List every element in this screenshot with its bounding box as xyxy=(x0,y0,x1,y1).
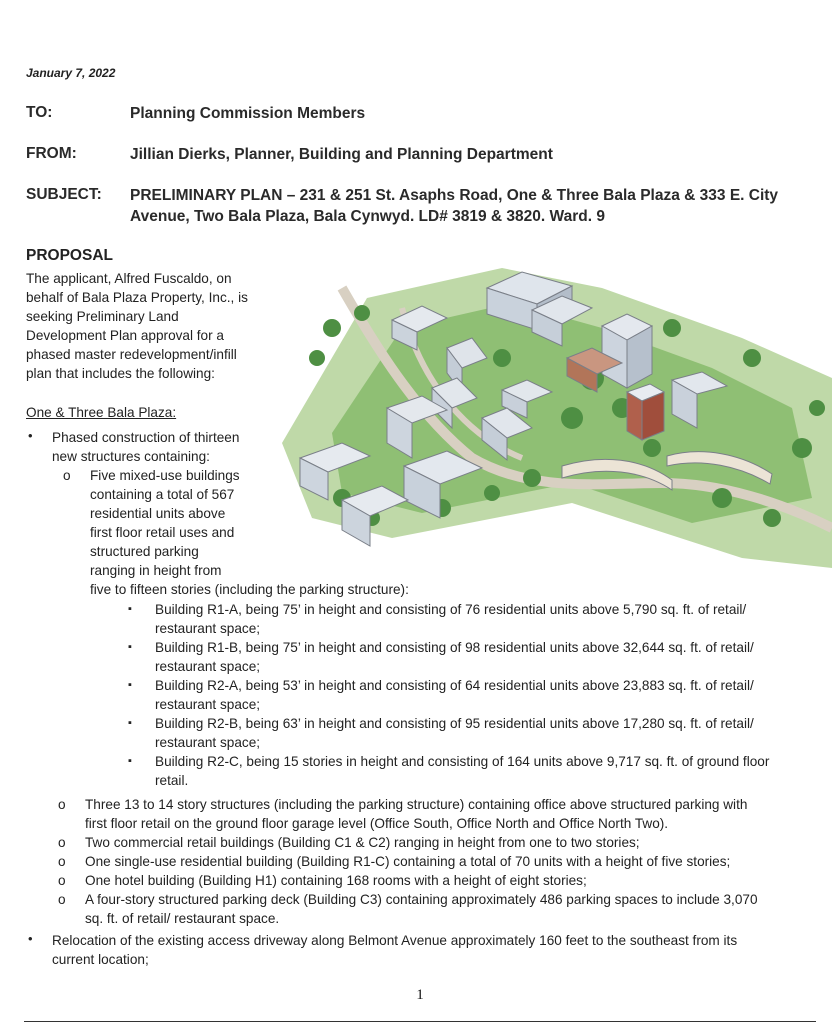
subject-label: SUBJECT: xyxy=(26,186,102,203)
building-item-r2a xyxy=(128,676,818,714)
intro-line: phased master redevelopment/infill xyxy=(26,347,237,362)
circle-marker: o xyxy=(63,468,71,483)
sub-line: Three 13 to 14 story structures (including the parking structure) containing office above structured parking with xyxy=(85,797,748,812)
sub-line: sq. ft. of retail/ restaurant space. xyxy=(85,911,280,926)
sub-line: ranging in height from xyxy=(90,563,222,578)
sub-line: first floor retail on the ground floor garage level (Office South, Office North and Office North Two). xyxy=(85,816,669,831)
from-label: FROM: xyxy=(26,145,77,162)
intro-line: seeking Preliminary Land xyxy=(26,309,179,324)
item-line: restaurant space; xyxy=(155,659,261,674)
bullet-line: new structures containing: xyxy=(52,449,210,464)
circle-marker: o xyxy=(58,835,66,850)
sub-line: One single-use residential building (Building R1-C) containing a total of 70 units with a height of five stories; xyxy=(85,854,731,869)
sub-line: Five mixed-use buildings xyxy=(90,468,240,483)
one-three-bala-plaza-heading: One & Three Bala Plaza: xyxy=(26,405,177,420)
memo-date: January 7, 2022 xyxy=(26,66,116,80)
bullet-line: Phased construction of thirteen xyxy=(52,430,240,445)
footer-divider xyxy=(24,1021,816,1022)
circle-marker: o xyxy=(58,892,66,907)
intro-line: The applicant, Alfred Fuscaldo, on xyxy=(26,271,232,286)
square-marker: ▪ xyxy=(128,641,132,653)
bullet-line: current location; xyxy=(52,952,149,967)
sub-line: Two commercial retail buildings (Building C1 & C2) ranging in height from one to two stories; xyxy=(85,835,640,850)
proposal-heading: PROPOSAL xyxy=(26,247,113,264)
bullet-marker: • xyxy=(28,931,33,946)
circle-marker: o xyxy=(58,873,66,888)
item-line: restaurant space; xyxy=(155,735,261,750)
building-item-r1b xyxy=(128,638,818,676)
sub-line: structured parking xyxy=(90,544,199,559)
subject-line-1: PRELIMINARY PLAN – 231 & 251 St. Asaphs Road, One & Three Bala Plaza & 333 E. City xyxy=(130,187,779,204)
sub-line: containing a total of 567 xyxy=(90,487,235,502)
circle-marker: o xyxy=(58,797,66,812)
item-line: Building R2-C, being 15 stories in height and consisting of 164 units above 9,717 sq. ft. of ground floor xyxy=(155,754,770,769)
sub-line: One hotel building (Building H1) containing 168 rooms with a height of eight stories; xyxy=(85,873,587,888)
item-line: Building R2-A, being 53’ in height and consisting of 64 residential units above 23,883 sq. ft. of retail/ xyxy=(155,678,754,693)
to-value: Planning Commission Members xyxy=(130,105,366,122)
item-line: Building R1-B, being 75’ in height and consisting of 98 residential units above 32,644 sq. ft. of retail/ xyxy=(155,640,754,655)
building-list xyxy=(128,600,818,790)
sub-parking-deck xyxy=(58,890,818,928)
bullet-driveway-relocation xyxy=(52,931,822,969)
circle-marker: o xyxy=(58,854,66,869)
building-item-r2b xyxy=(128,714,818,752)
subject-line-2: Avenue, Two Bala Plaza, Bala Cynwyd. LD# 3819 & 3820. Ward. 9 xyxy=(130,208,605,225)
intro-line: Development Plan approval for a xyxy=(26,328,224,343)
intro-line: behalf of Bala Plaza Property, Inc., is xyxy=(26,290,248,305)
sub-line: five to fifteen stories (including the parking structure): xyxy=(90,582,409,597)
item-line: restaurant space; xyxy=(155,697,261,712)
bullet-marker: • xyxy=(28,428,33,443)
sub-residential-building xyxy=(58,852,818,871)
square-marker: ▪ xyxy=(128,679,132,691)
bullet-line: Relocation of the existing access driveway along Belmont Avenue approximately 160 feet to the southeast from its xyxy=(52,933,738,948)
sub-hotel-building xyxy=(58,871,818,890)
sub-mixed-use-buildings xyxy=(90,466,510,599)
building-item-r2c xyxy=(128,752,818,790)
square-marker: ▪ xyxy=(128,603,132,615)
bullet-phased-construction xyxy=(52,428,262,466)
sub-line: first floor retail uses and xyxy=(90,525,235,540)
item-line: restaurant space; xyxy=(155,621,261,636)
from-value: Jillian Dierks, Planner, Building and Planning Department xyxy=(130,146,553,163)
item-line: retail. xyxy=(155,773,189,788)
proposal-intro xyxy=(26,269,266,383)
sub-line: A four-story structured parking deck (Building C3) containing approximately 486 parking spaces to include 3,070 xyxy=(85,892,758,907)
page-number: 1 xyxy=(416,987,424,1003)
square-marker: ▪ xyxy=(128,755,132,767)
sub-office-structures xyxy=(58,795,818,833)
item-line: Building R1-A, being 75’ in height and consisting of 76 residential units above 5,790 sq. ft. of retail/ xyxy=(155,602,747,617)
sub-commercial-retail xyxy=(58,833,818,852)
square-marker: ▪ xyxy=(128,717,132,729)
sub-line: residential units above xyxy=(90,506,226,521)
item-line: Building R2-B, being 63’ in height and consisting of 95 residential units above 17,280 sq. ft. of retail/ xyxy=(155,716,754,731)
building-item-r1a xyxy=(128,600,818,638)
intro-line: plan that includes the following: xyxy=(26,366,215,381)
to-label: TO: xyxy=(26,104,53,121)
structure-list xyxy=(58,795,818,928)
